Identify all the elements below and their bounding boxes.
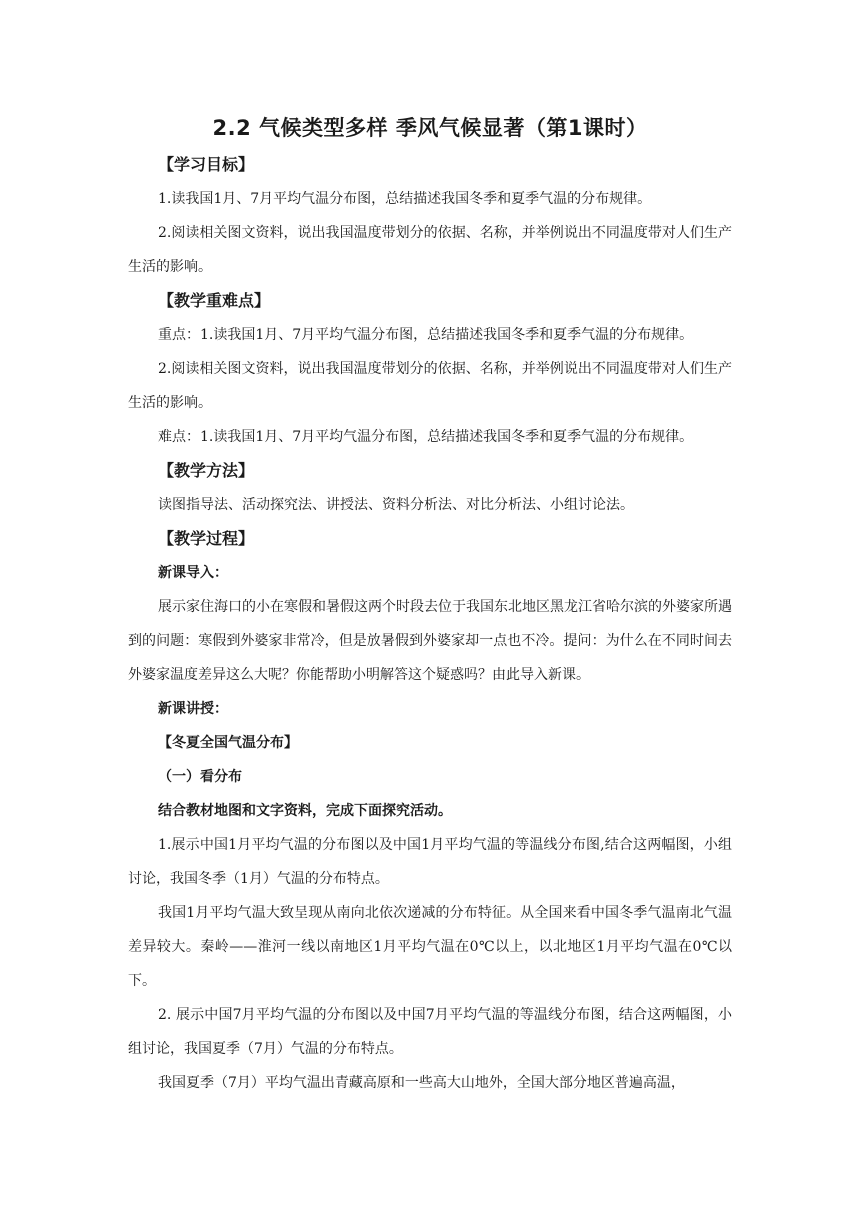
activity-intro: 结合教材地图和文字资料，完成下面探究活动。 [158,803,452,819]
key-point-2: 2.阅读相关图文资料，说出我国温度带划分的依据、名称，并举例说出不同温度带对人们生产生活的影响。 [128,361,732,411]
lecture-heading: 新课讲授： [158,701,228,717]
objective-2: 2.阅读相关图文资料，说出我国温度带划分的依据、名称，并举例说出不同温度带对人们生产生活的影响。 [128,225,732,275]
document-body [128,148,732,1100]
intro-text: 展示家住海口的小在寒假和暑假这两个时段去位于我国东北地区黑龙江省哈尔滨的外婆家所遇到的问题：寒假到外婆家非常冷，但是放暑假到外婆家却一点也不冷。提问：为什么在不同时间去外婆家温度差异这么大呢？你能帮助小明解答这个疑惑吗？由此导入新课。 [128,599,732,683]
activity-2: 2. 展示中国7月平均气温的分布图以及中国7月平均气温的等温线分布图，结合这两幅图，小组讨论，我国夏季（7月）气温的分布特点。 [128,1007,732,1057]
answer-2: 我国夏季（7月）平均气温出青藏高原和一些高大山地外，全国大部分地区普遍高温， [158,1075,685,1091]
key-point-1: 重点：1.读我国1月、7月平均气温分布图，总结描述我国冬季和夏季气温的分布规律。 [158,327,694,343]
temperature-heading: 【冬夏全国气温分布】 [158,735,298,751]
intro-heading: 新课导入： [158,565,228,581]
methods-text: 读图指导法、活动探究法、讲授法、资料分析法、对比分析法、小组讨论法。 [158,497,634,513]
methods-heading: 【教学方法】 [158,461,255,480]
sub-heading-distribution: （一）看分布 [158,769,242,785]
difficult-point: 难点：1.读我国1月、7月平均气温分布图，总结描述我国冬季和夏季气温的分布规律。 [158,429,694,445]
objective-1: 1.读我国1月、7月平均气温分布图，总结描述我国冬季和夏季气温的分布规律。 [158,191,652,207]
objectives-heading: 【学习目标】 [158,155,255,174]
key-points-heading: 【教学重难点】 [158,291,271,310]
answer-1: 我国1月平均气温大致呈现从南向北依次递减的分布特征。从全国来看中国冬季气温南北气温差异较大。秦岭——淮河一线以南地区1月平均气温在0℃以上，以北地区1月平均气温在0℃以下。 [128,905,732,989]
process-heading: 【教学过程】 [158,529,255,548]
page-title: 2.2 气候类型多样 季风气候显著（第1课时） [212,116,648,140]
activity-1: 1.展示中国1月平均气温的分布图以及中国1月平均气温的等温线分布图,结合这两幅图，小组讨论，我国冬季（1月）气温的分布特点。 [128,837,732,887]
